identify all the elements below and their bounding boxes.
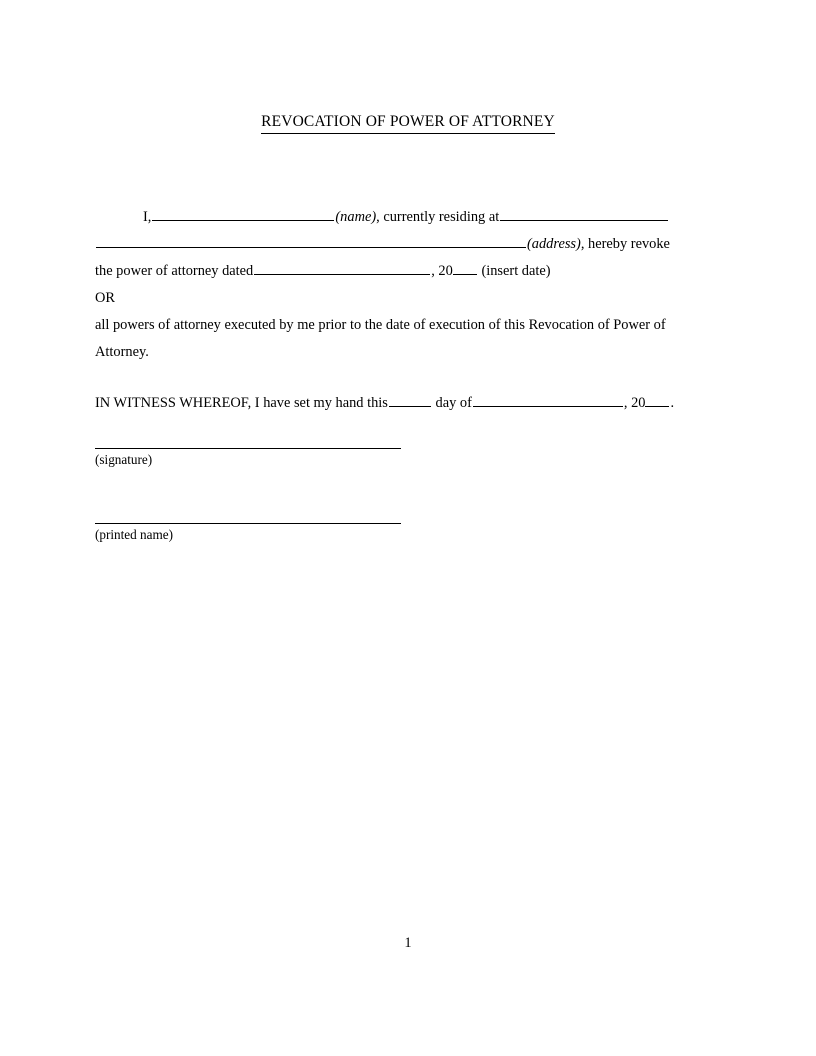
body-line-2 xyxy=(95,231,721,258)
year-prefix-text: , 20 xyxy=(431,263,453,279)
witness-year-blank-field[interactable] xyxy=(645,392,669,407)
signature-label: (signature) xyxy=(95,452,153,467)
address-blank-field-part2[interactable] xyxy=(96,233,526,248)
address-blank-field-part1[interactable] xyxy=(500,206,668,221)
page-title xyxy=(0,112,816,134)
day-of-text: day of xyxy=(435,395,472,411)
page-title-text: REVOCATION OF POWER OF ATTORNEY xyxy=(261,112,555,134)
body-line-1 xyxy=(95,204,721,231)
body-line-or xyxy=(95,285,721,312)
power-of-attorney-dated-text: the power of attorney dated xyxy=(95,263,254,279)
hereby-revoke-text: , hereby revoke xyxy=(580,236,670,252)
address-label: (address) xyxy=(527,236,581,252)
year-blank-field[interactable] xyxy=(453,260,477,275)
printed-name-label: (printed name) xyxy=(95,527,173,542)
pronoun-i: I, xyxy=(143,209,152,225)
insert-date-hint: (insert date) xyxy=(481,263,551,279)
witness-period: . xyxy=(670,395,675,411)
body-paragraph-all-powers xyxy=(95,312,719,366)
month-blank-field[interactable] xyxy=(473,392,623,407)
body-line-3 xyxy=(95,258,721,285)
signature-block xyxy=(95,448,401,469)
day-blank-field[interactable] xyxy=(389,392,431,407)
witness-clause xyxy=(95,390,735,417)
document-body xyxy=(95,204,721,366)
printed-name-block xyxy=(95,523,401,544)
all-powers-text: all powers of attorney executed by me prior to the date of execution of this Revocation of Power of Attorney. xyxy=(95,317,666,360)
name-blank-field[interactable] xyxy=(152,206,334,221)
name-label: (name) xyxy=(335,209,377,225)
witness-prefix-text: IN WITNESS WHEREOF, I have set my hand this xyxy=(95,395,388,411)
residing-at-text: , currently residing at xyxy=(376,209,500,225)
or-text: OR xyxy=(95,290,115,306)
witness-year-prefix-text: , 20 xyxy=(623,395,646,411)
date-blank-field[interactable] xyxy=(254,260,430,275)
page-number: 1 xyxy=(404,935,412,951)
